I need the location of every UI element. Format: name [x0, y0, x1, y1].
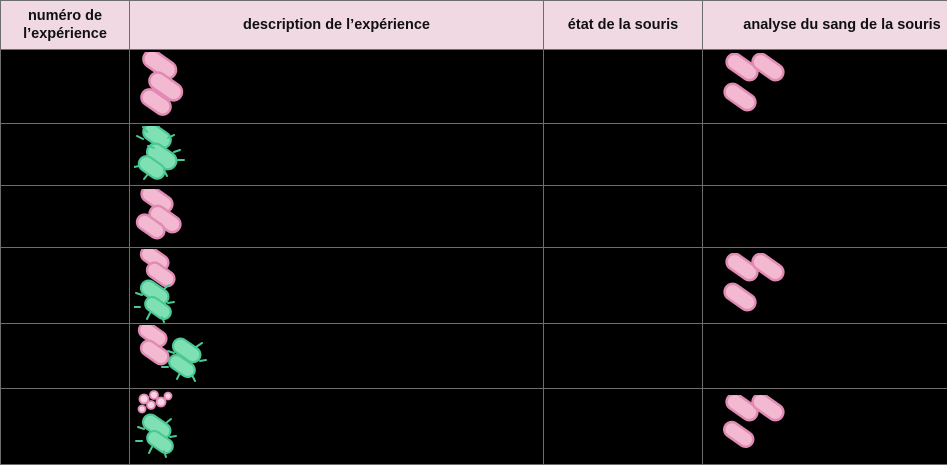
cell-experiment-description — [130, 247, 544, 323]
experiment-number-text — [1, 50, 129, 122]
fragments-above-green-bacteria-icon — [134, 389, 204, 463]
smooth-pink-bacteria-icon — [721, 395, 797, 457]
table-row — [1, 123, 947, 185]
cell-blood-analysis — [703, 388, 947, 464]
column-header-mouse-state: état de la souris — [544, 1, 703, 50]
cell-blood-analysis — [703, 324, 947, 388]
cell-experiment-number — [1, 50, 130, 123]
cell-blood-analysis — [703, 123, 947, 185]
experiment-number-text — [1, 186, 129, 247]
mouse-state-text — [544, 186, 702, 247]
smooth-pink-bacteria-icon — [134, 52, 204, 120]
rough-green-bacteria-icon — [134, 126, 196, 182]
experiment-number-text — [1, 389, 129, 464]
table-row — [1, 324, 947, 388]
cell-blood-analysis — [703, 50, 947, 123]
cell-mouse-state — [544, 123, 703, 185]
experiment-number-text — [1, 248, 129, 323]
pink-and-green-bacteria-icon — [134, 325, 226, 387]
pink-above-green-bacteria-icon — [134, 249, 198, 323]
mouse-state-text — [544, 324, 702, 387]
cell-experiment-number — [1, 247, 130, 323]
cell-mouse-state — [544, 388, 703, 464]
cell-experiment-description — [130, 50, 544, 123]
experiment-number-text — [1, 324, 129, 387]
cell-experiment-number — [1, 185, 130, 247]
cell-mouse-state — [544, 247, 703, 323]
column-header-experiment-description: description de l’expérience — [130, 1, 544, 50]
header-row — [1, 1, 947, 50]
column-header-blood-analysis: analyse du sang de la souris — [703, 1, 947, 50]
cell-experiment-number — [1, 388, 130, 464]
smooth-pink-bacteria-icon — [134, 189, 202, 243]
mouse-state-text — [544, 124, 702, 185]
smooth-pink-bacteria-icon — [721, 253, 797, 319]
table-row — [1, 185, 947, 247]
mouse-state-text — [544, 389, 702, 464]
table-body — [1, 50, 947, 465]
column-header-experiment-number: numéro de l’expérience — [1, 1, 130, 50]
cell-experiment-description — [130, 324, 544, 388]
cell-experiment-description — [130, 185, 544, 247]
table-row — [1, 388, 947, 464]
table-row — [1, 50, 947, 123]
smooth-pink-bacteria-icon — [721, 53, 797, 119]
cell-mouse-state — [544, 50, 703, 123]
experiment-number-text — [1, 124, 129, 185]
cell-blood-analysis — [703, 247, 947, 323]
mouse-state-text — [544, 248, 702, 323]
cell-experiment-number — [1, 324, 130, 388]
cell-blood-analysis — [703, 185, 947, 247]
cell-experiment-number — [1, 123, 130, 185]
table-header — [1, 1, 947, 50]
mouse-state-text — [544, 50, 702, 122]
cell-experiment-description — [130, 123, 544, 185]
cell-mouse-state — [544, 185, 703, 247]
cell-mouse-state — [544, 324, 703, 388]
cell-experiment-description — [130, 388, 544, 464]
table-row — [1, 247, 947, 323]
